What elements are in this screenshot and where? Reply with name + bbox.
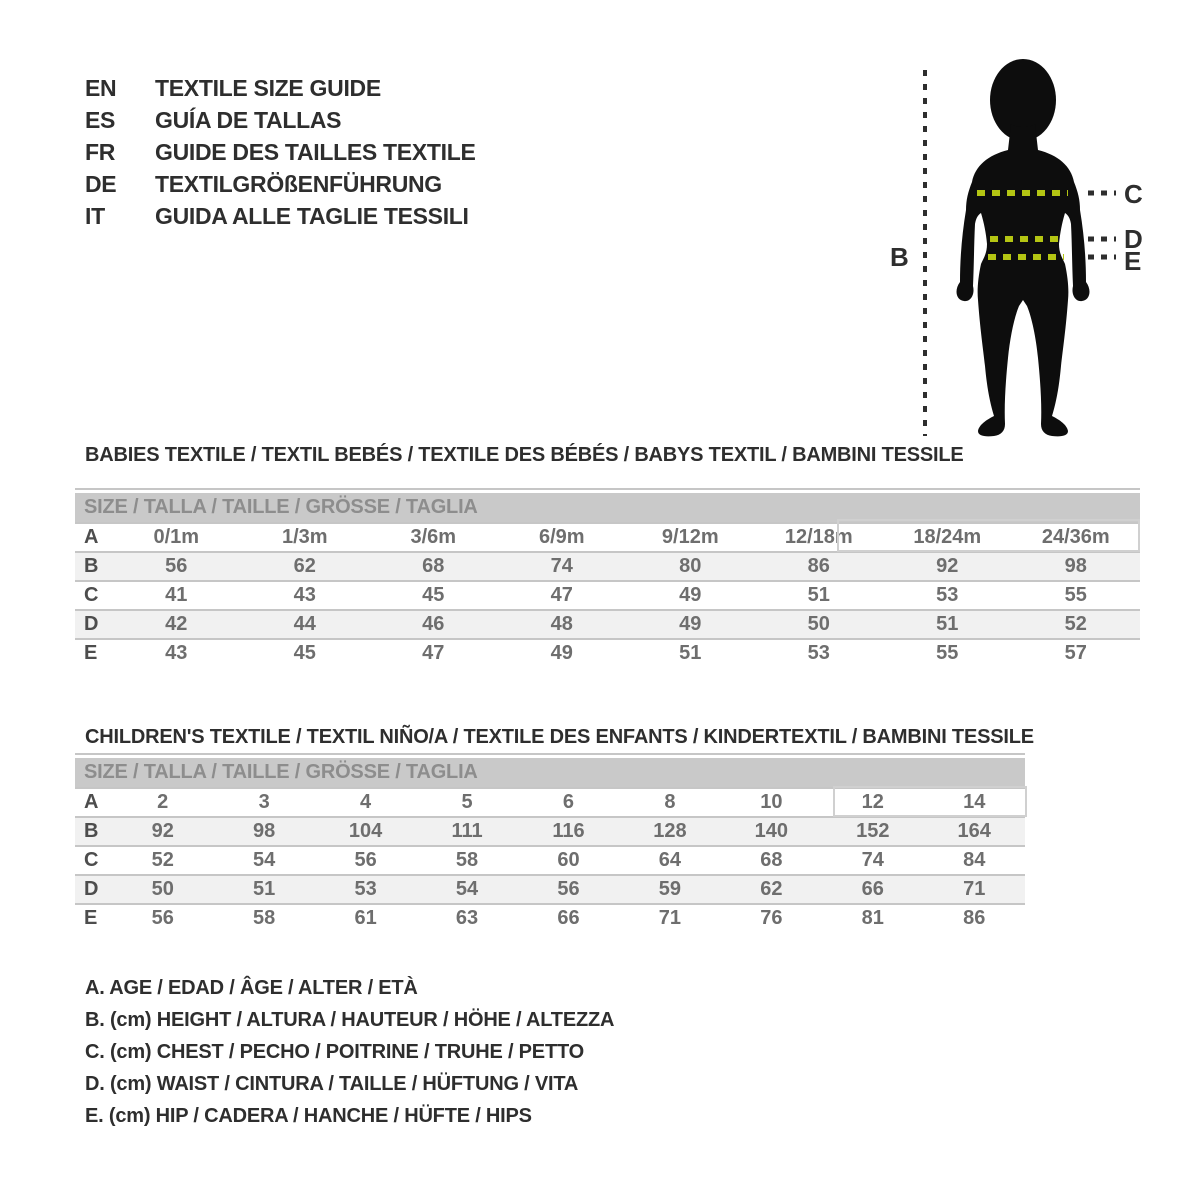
table-cell: 111 (451, 820, 483, 842)
children-size-table (75, 753, 1025, 932)
table-cell: 57 (1064, 642, 1087, 664)
table-cell: 164 (957, 820, 991, 842)
table-cell: 45 (293, 642, 316, 664)
table-cell: 56 (354, 849, 377, 871)
table-cell: 62 (293, 555, 316, 577)
legend-item-height: B. (cm) HEIGHT / ALTURA / HAUTEUR / HÖHE / ALTEZZA (85, 1008, 615, 1031)
table-cell: 9/12m (661, 526, 719, 548)
lang-title: GUÍA DE TALLAS (155, 106, 342, 133)
table-cell: 116 (552, 820, 585, 842)
row-label: B (84, 820, 99, 842)
table-cell: 68 (760, 849, 783, 871)
table-cell: 56 (557, 878, 580, 900)
table-cell: 128 (653, 820, 687, 842)
table-row-d (75, 609, 1140, 638)
table-row-b (75, 816, 1025, 845)
table-cell: 45 (422, 584, 445, 606)
table-cell: 3 (258, 791, 270, 813)
table-cell: 4 (360, 791, 372, 813)
table-cell: 58 (253, 907, 276, 929)
lang-title: TEXTILGRÖßENFÜHRUNG (155, 170, 442, 197)
table-cell: 53 (807, 642, 830, 664)
table-cell: 12 (861, 791, 884, 813)
table-cell: 51 (679, 642, 702, 664)
row-label: C (84, 584, 99, 606)
table-cell: 84 (963, 849, 986, 871)
lang-code: ES (85, 106, 116, 133)
table-cell: 49 (679, 584, 702, 606)
table-cell: 86 (807, 555, 830, 577)
table-cell: 66 (557, 907, 580, 929)
lang-row-en (85, 72, 476, 104)
children-selected-size-outline (833, 786, 1027, 817)
table-cell: 50 (807, 613, 830, 635)
table-cell: 71 (963, 878, 986, 900)
table-cell: 6/9m (538, 526, 585, 548)
table-cell: 18/24m (913, 526, 982, 548)
table-cell: 53 (354, 878, 377, 900)
row-label: B (84, 555, 99, 577)
lang-code: IT (85, 202, 105, 229)
measurement-figure (880, 48, 1160, 448)
table-cell: 61 (354, 907, 377, 929)
table-cell: 92 (151, 820, 174, 842)
legend-item-hip: E. (cm) HIP / CADERA / HANCHE / HÜFTE / HIPS (85, 1104, 532, 1127)
table-cell: 3/6m (410, 526, 457, 548)
lang-title: GUIDA ALLE TAGLIE TESSILI (155, 202, 469, 229)
babies-size-table (75, 488, 1140, 667)
table-cell: 51 (936, 613, 959, 635)
lang-row-fr (85, 136, 476, 168)
table-top-line (75, 488, 1140, 490)
table-row-c (75, 580, 1140, 609)
row-label: E (84, 907, 98, 929)
table-cell: 68 (422, 555, 445, 577)
row-label: A (84, 791, 99, 813)
table-cell: 86 (963, 907, 986, 929)
table-row-d (75, 874, 1025, 903)
table-cell: 14 (963, 791, 986, 813)
child-silhouette-icon (880, 48, 1160, 448)
row-label: D (84, 878, 99, 900)
figure-label-c: C (1124, 179, 1143, 209)
language-title-block (85, 72, 476, 232)
row-label: C (84, 849, 99, 871)
figure-label-b: B (890, 242, 909, 272)
table-cell: 42 (165, 613, 188, 635)
table-cell: 5 (461, 791, 473, 813)
lang-title: TEXTILE SIZE GUIDE (155, 74, 381, 101)
table-cell: 47 (422, 642, 445, 664)
table-cell: 81 (861, 907, 884, 929)
legend-item-age: A. AGE / EDAD / ÂGE / ALTER / ETÀ (85, 976, 418, 999)
table-cell: 12/18m (784, 526, 853, 548)
table-cell: 140 (754, 820, 789, 842)
children-size-header-bar: SIZE / TALLA / TAILLE / GRÖSSE / TAGLIA (75, 758, 1025, 787)
table-cell: 59 (658, 878, 682, 900)
row-label: E (84, 642, 98, 664)
children-section-heading: CHILDREN'S TEXTILE / TEXTIL NIÑO/A / TEXTILE DES ENFANTS / KINDERTEXTIL / BAMBINI TESSILE (85, 726, 1034, 748)
table-cell: 47 (550, 584, 573, 606)
table-cell: 10 (760, 791, 783, 813)
table-cell: 64 (658, 849, 682, 871)
babies-size-header-bar: SIZE / TALLA / TAILLE / GRÖSSE / TAGLIA (75, 493, 1140, 522)
table-cell: 80 (679, 555, 702, 577)
table-cell: 49 (679, 613, 702, 635)
table-cell: 46 (422, 613, 445, 635)
table-cell: 104 (348, 820, 383, 842)
table-cell: 76 (760, 907, 783, 929)
table-cell: 8 (664, 791, 676, 813)
babies-section-heading: BABIES TEXTILE / TEXTIL BEBÉS / TEXTILE DES BÉBÉS / BABYS TEXTIL / BAMBINI TESSILE (85, 444, 964, 466)
lang-title: GUIDE DES TAILLES TEXTILE (155, 138, 476, 165)
table-cell: 63 (455, 907, 479, 929)
babies-selected-size-outline (837, 519, 1140, 552)
table-cell: 51 (253, 878, 276, 900)
lang-code: FR (85, 138, 116, 165)
figure-label-e: E (1124, 246, 1142, 276)
table-row-b (75, 551, 1140, 580)
table-cell: 55 (1064, 584, 1087, 606)
table-cell: 54 (253, 849, 276, 871)
table-cell: 56 (165, 555, 188, 577)
table-cell: 53 (936, 584, 959, 606)
table-cell: 62 (760, 878, 783, 900)
silhouette-body (957, 124, 1090, 436)
table-cell: 1/3m (281, 526, 328, 548)
table-cell: 48 (550, 613, 573, 635)
table-row-c (75, 845, 1025, 874)
table-cell: 41 (165, 584, 188, 606)
table-top-line (75, 753, 1025, 755)
table-cell: 92 (936, 555, 959, 577)
table-cell: 24/36m (1041, 526, 1110, 548)
table-cell: 6 (562, 791, 575, 813)
table-cell: 66 (861, 878, 884, 900)
lang-row-es (85, 104, 476, 136)
table-cell: 52 (1064, 613, 1087, 635)
table-cell: 52 (151, 849, 174, 871)
table-cell: 152 (856, 820, 890, 842)
table-row-e (75, 903, 1025, 932)
table-cell: 0/1m (153, 526, 200, 548)
table-cell: 51 (807, 584, 830, 606)
figure-label-d: D (1124, 224, 1143, 254)
table-cell: 98 (253, 820, 276, 842)
table-cell: 60 (557, 849, 580, 871)
table-cell: 56 (151, 907, 174, 929)
lang-row-it (85, 200, 476, 232)
lang-code: DE (85, 170, 117, 197)
legend-item-chest: C. (cm) CHEST / PECHO / POITRINE / TRUHE / PETTO (85, 1040, 584, 1063)
table-cell: 58 (455, 849, 479, 871)
table-cell: 43 (165, 642, 188, 664)
table-row-e (75, 638, 1140, 667)
table-cell: 74 (861, 849, 884, 871)
table-cell: 54 (455, 878, 479, 900)
row-label: D (84, 613, 99, 635)
lang-code: EN (85, 74, 117, 101)
table-cell: 43 (293, 584, 316, 606)
table-cell: 74 (550, 555, 573, 577)
legend-item-waist: D. (cm) WAIST / CINTURA / TAILLE / HÜFTUNG / VITA (85, 1072, 579, 1095)
table-cell: 55 (936, 642, 959, 664)
table-cell: 2 (157, 791, 169, 813)
table-cell: 44 (293, 613, 316, 635)
table-cell: 98 (1064, 555, 1087, 577)
table-cell: 71 (658, 907, 682, 929)
row-label: A (84, 526, 99, 548)
table-cell: 49 (550, 642, 573, 664)
table-cell: 50 (151, 878, 174, 900)
measurement-legend (85, 972, 614, 1132)
lang-row-de (85, 168, 476, 200)
